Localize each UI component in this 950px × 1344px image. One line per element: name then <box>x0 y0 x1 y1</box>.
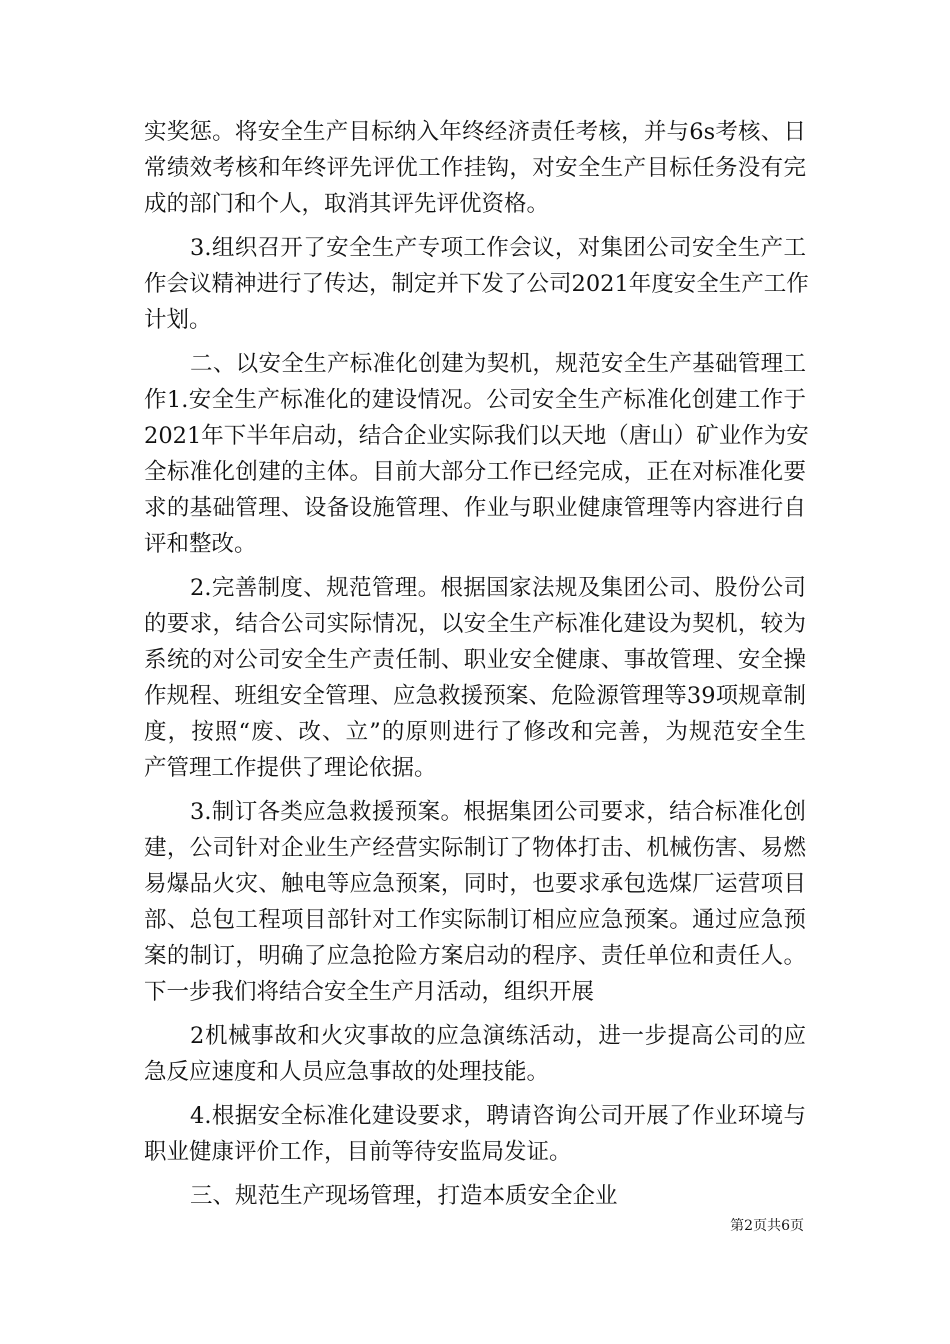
paragraph-line: 作会议精神进行了传达，制定并下发了公司2021年度安全生产工作 <box>144 271 809 297</box>
paragraph-line: 建，公司针对企业生产经营实际制订了物体打击、机械伤害、易燃 <box>144 835 806 861</box>
paragraph-line: 求的基础管理、设备设施管理、作业与职业健康管理等内容进行自 <box>144 495 806 521</box>
paragraph-line: 评和整改。 <box>144 531 257 557</box>
paragraph-line: 作1.安全生产标准化的建设情况。公司安全生产标准化创建工作于 <box>144 387 806 413</box>
paragraph-line: 部、总包工程项目部针对工作实际制订相应应急预案。通过应急预 <box>144 907 806 933</box>
paragraph-line: 3.制订各类应急救援预案。根据集团公司要求，结合标准化创 <box>190 799 806 825</box>
paragraph-line: 易爆品火灾、触电等应急预案，同时，也要求承包选煤厂运营项目 <box>144 871 806 897</box>
paragraph-line: 2机械事故和火灾事故的应急演练活动，进一步提高公司的应 <box>190 1023 806 1049</box>
paragraph-line: 产管理工作提供了理论依据。 <box>144 755 437 781</box>
paragraph-line: 的要求，结合公司实际情况，以安全生产标准化建设为契机，较为 <box>144 611 806 637</box>
paragraph-line: 案的制订，明确了应急抢险方案启动的程序、责任单位和责任人。 <box>144 943 806 969</box>
paragraph-line: 二、以安全生产标准化创建为契机，规范安全生产基础管理工 <box>190 351 806 377</box>
paragraph-line: 4.根据安全标准化建设要求，聘请咨询公司开展了作业环境与 <box>190 1103 806 1129</box>
paragraph-line: 度，按照“废、改、立”的原则进行了修改和完善，为规范安全生 <box>144 719 806 745</box>
page-number: 第2页共6页 <box>730 1218 804 1234</box>
paragraph-line: 全标准化创建的主体。目前大部分工作已经完成，正在对标准化要 <box>144 459 806 485</box>
paragraph-line: 作规程、班组安全管理、应急救援预案、危险源管理等39项规章制 <box>144 683 806 709</box>
paragraph-line: 系统的对公司安全生产责任制、职业安全健康、事故管理、安全操 <box>144 647 806 673</box>
paragraph-line: 实奖惩。将安全生产目标纳入年终经济责任考核，并与6s考核、日 <box>144 119 806 145</box>
paragraph-line: 成的部门和个人，取消其评先评优资格。 <box>144 191 550 217</box>
paragraph-line: 2.完善制度、规范管理。根据国家法规及集团公司、股份公司 <box>190 575 806 601</box>
paragraph-line: 下一步我们将结合安全生产月活动，组织开展 <box>144 979 595 1005</box>
paragraph-line: 职业健康评价工作，目前等待安监局发证。 <box>144 1139 572 1165</box>
paragraph-line: 3.组织召开了安全生产专项工作会议，对集团公司安全生产工 <box>190 235 806 261</box>
paragraph-line: 急反应速度和人员应急事故的处理技能。 <box>144 1059 550 1085</box>
paragraph-line: 2021年下半年启动，结合企业实际我们以天地（唐山）矿业作为安 <box>144 423 809 449</box>
paragraph-line: 计划。 <box>144 307 212 333</box>
paragraph-line: 三、规范生产现场管理，打造本质安全企业 <box>190 1183 618 1209</box>
paragraph-line: 常绩效考核和年终评先评优工作挂钩，对安全生产目标任务没有完 <box>144 155 806 181</box>
